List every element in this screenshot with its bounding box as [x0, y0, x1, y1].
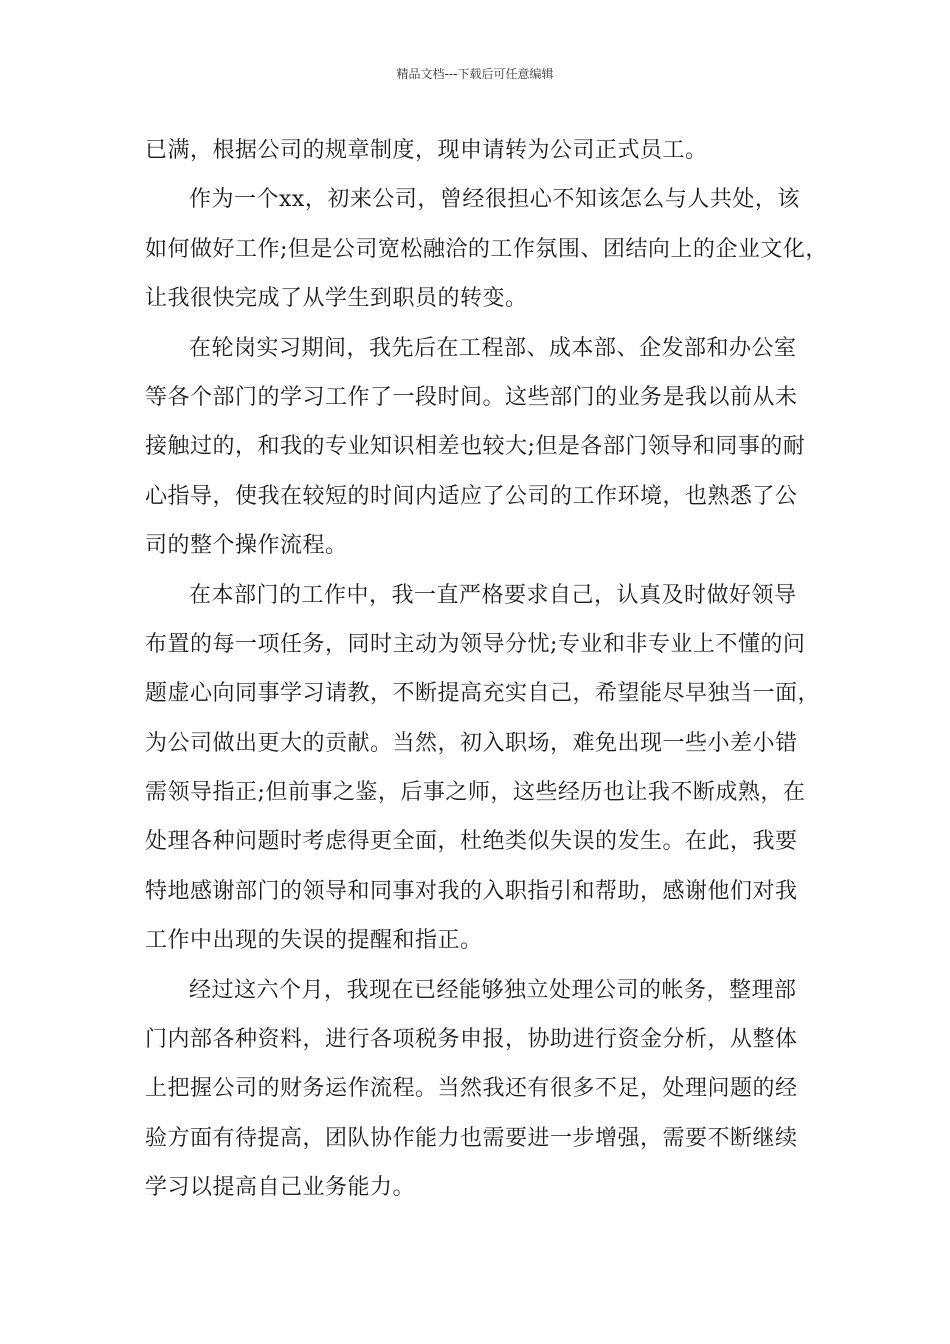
text-line: 经过这六个月，我现在已经能够独立处理公司的帐务，整理部: [189, 977, 797, 1003]
text-line: 司的整个操作流程。: [145, 533, 348, 559]
text-line: 题虚心向同事学习请教，不断提高充实自己，希望能尽早独当一面，: [145, 681, 821, 707]
text-line: 布置的每一项任务，同时主动为领导分忧;专业和非专业上不懂的问: [145, 631, 806, 657]
text-line: 门内部各种资料，进行各项税务申报，协助进行资金分析，从整体: [145, 1027, 798, 1053]
text-line: 如何做好工作;但是公司宽松融洽的工作氛围、团结向上的企业文化，: [145, 236, 828, 262]
text-line: 心指导，使我在较短的时间内适应了公司的工作环境，也熟悉了公: [145, 483, 798, 509]
text-line: 为公司做出更大的贡献。当然，初入职场，难免出现一些小差小错: [145, 730, 798, 756]
text-line: 处理各种问题时考虑得更全面，杜绝类似失误的发生。在此，我要: [145, 829, 798, 855]
text-line: 工作中出现的失误的提醒和指正。: [145, 928, 483, 954]
text-line: 需领导指正;但前事之鉴，后事之师，这些经历也让我不断成熟，在: [145, 780, 806, 806]
page-header: 精品文档---下载后可任意编辑: [396, 67, 554, 81]
text-line: 学习以提高自己业务能力。: [145, 1175, 416, 1201]
text-line: 在轮岗实习期间，我先后在工程部、成本部、企发部和办公室: [189, 335, 797, 361]
text-line: 在本部门的工作中，我一直严格要求自己，认真及时做好领导: [189, 582, 797, 608]
document-body: [145, 126, 835, 1213]
text-line: 作为一个xx，初来公司，曾经很担心不知该怎么与人共处，该: [189, 187, 800, 213]
text-line: 让我很快完成了从学生到职员的转变。: [145, 286, 528, 312]
text-line: 验方面有待提高，团队协作能力也需要进一步增强，需要不断继续: [145, 1125, 798, 1151]
text-line: 接触过的，和我的专业知识相差也较大;但是各部门领导和同事的耐: [145, 434, 806, 460]
text-line: 特地感谢部门的领导和同事对我的入职指引和帮助，感谢他们对我: [145, 878, 798, 904]
text-line: 等各个部门的学习工作了一段时间。这些部门的业务是我以前从未: [145, 384, 798, 410]
text-line: 上把握公司的财务运作流程。当然我还有很多不足，处理问题的经: [145, 1076, 798, 1102]
text-line: 已满，根据公司的规章制度，现申请转为公司正式员工。: [145, 138, 708, 163]
